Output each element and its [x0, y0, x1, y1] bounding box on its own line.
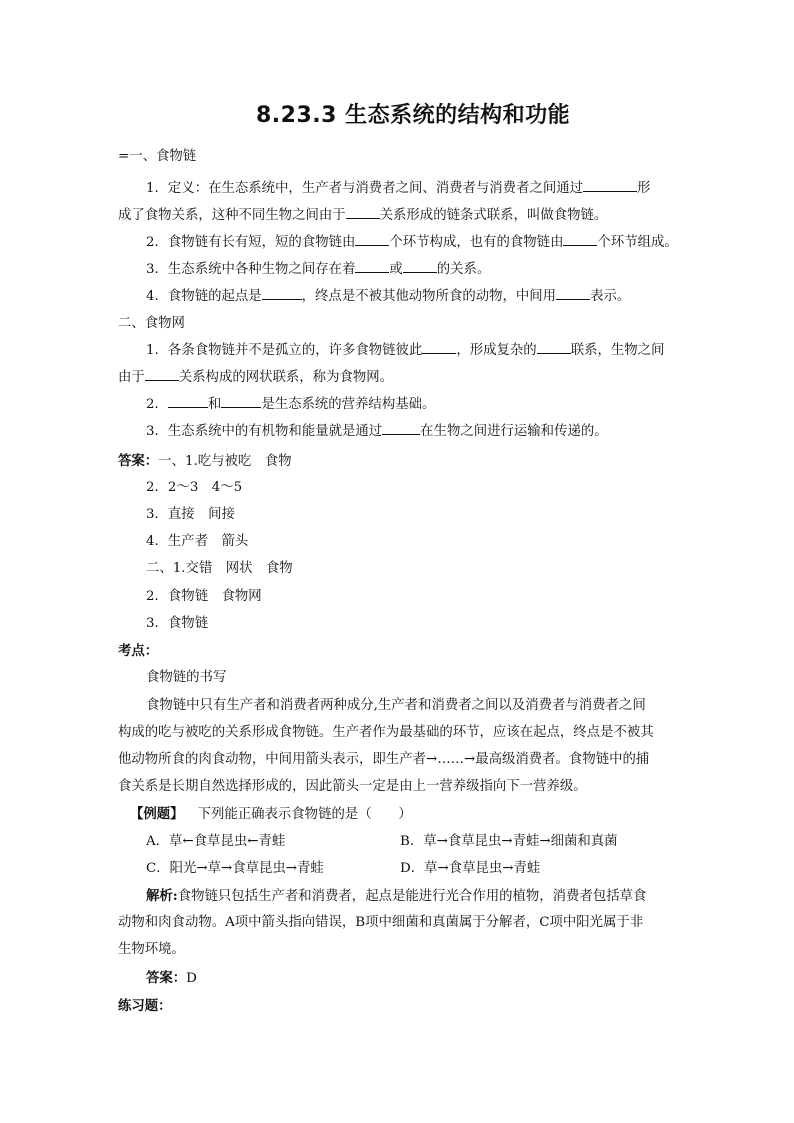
section-heading-food-chain: =一、食物链: [118, 149, 197, 164]
question-2: [146, 233, 678, 253]
web-question-3: [146, 422, 608, 442]
analysis-line: 生物环境。: [118, 942, 185, 957]
example-answer-value: D: [186, 971, 197, 986]
question-text: 由于: [118, 370, 145, 385]
analysis-text: 食物链只包括生产者和消费者，起点是能进行光合作用的植物，消费者包括草食: [177, 889, 647, 904]
kaodian-paragraph-line: 食关系是长期自然选择形成的，因此箭头一定是由上一营养级指向下一营养级。: [118, 779, 587, 794]
question-text: ，形成复杂的: [456, 343, 537, 358]
kaodian-paragraph-line: 他动物所食的肉食动物，中间用箭头表示，即生产者→……→最高级消费者。食物链中的捕: [118, 752, 650, 767]
option-c: C．阳光→草→食草昆虫→青蛙: [146, 861, 324, 876]
question-text: 表示。: [590, 289, 631, 304]
kaodian-subtitle: 食物链的书写: [146, 670, 227, 685]
question-text: 是生态系统的营养结构基础。: [261, 397, 436, 412]
question-text: 2．食物链有长有短，短的食物链由: [146, 235, 356, 250]
answer-blank: [382, 422, 420, 435]
answer-blank: [537, 341, 571, 354]
answer-blank: [221, 395, 261, 408]
question-text: 或: [389, 262, 403, 277]
answer-blank: [262, 287, 302, 300]
answer-line: 二、1.交错 网状 食物: [146, 561, 293, 576]
question-3: [146, 260, 490, 280]
answers-first-line: [118, 451, 291, 472]
answer-line: 2．2～3 4～5: [146, 480, 243, 495]
web-question-2: [146, 395, 435, 415]
example-question-text: 下列能正确表示食物链的是（ ）: [197, 807, 412, 822]
practice-label: 练习题：: [118, 998, 172, 1014]
answer-blank: [145, 368, 179, 381]
question-text: 4．食物链的起点是: [146, 289, 262, 304]
option-a: A．草←食草昆虫←青蛙: [146, 834, 286, 849]
question-text: 和: [207, 397, 222, 412]
question-text: 的关系。: [436, 262, 491, 277]
answer-blank: [556, 287, 590, 300]
answer-text: 一、1.吃与被吃 食物: [158, 454, 292, 469]
question-text: 形: [637, 181, 651, 196]
answer-line: 4．生产者 箭头: [146, 534, 249, 549]
example-options-row-1: [146, 832, 285, 852]
answer-blank: [346, 206, 380, 219]
question-text: 关系构成的网状联系，称为食物网。: [178, 370, 394, 385]
answer-blank: [563, 233, 597, 246]
question-4: [146, 287, 630, 307]
question-text: 个环节组成。: [597, 235, 678, 250]
question-text: 2．: [146, 397, 168, 412]
answer-line: 3．食物链: [146, 616, 209, 631]
answer-blank: [583, 179, 637, 192]
web-question-1-line-1: [146, 341, 664, 361]
question-text: ，终点是不被其他动物所食的动物，中间用: [301, 289, 557, 304]
example-tag: 【例题】: [130, 806, 184, 822]
question-text: 1．定义：在生态系统中，生产者与消费者之间、消费者与消费者之间通过: [146, 181, 584, 196]
question-1-line-2: [118, 206, 607, 226]
question-text: 在生物之间进行运输和传递的。: [420, 424, 608, 439]
question-text: 关系形成的链条式联系，叫做食物链。: [379, 208, 608, 223]
question-text: 3．生态系统中各种生物之间存在着: [146, 262, 356, 277]
option-d: D．草→食草昆虫→青蛙: [400, 861, 541, 876]
option-b: B．草→食草昆虫→青蛙→细菌和真菌: [400, 834, 618, 849]
kaodian-paragraph-line: 构成的吃与被吃的关系形成食物链。生产者作为最基础的环节，应该在起点，终点是不被其: [118, 725, 654, 740]
answer-blank: [355, 260, 389, 273]
page-title: 8.23.3 生态系统的结构和功能: [256, 103, 571, 128]
kaodian-paragraph-line: 食物链中只有生产者和消费者两种成分,生产者和消费者之间以及消费者与消费者之间: [146, 698, 646, 713]
analysis-label: 解析:: [146, 888, 178, 904]
question-text: 联系，生物之间: [570, 343, 665, 358]
kaodian-label: 考点：: [118, 643, 159, 659]
question-1-line-1: [146, 179, 650, 199]
answer-line: 3．直接 间接: [146, 507, 235, 522]
question-text: 3．生态系统中的有机物和能量就是通过: [146, 424, 383, 439]
example-answer-label: 答案：: [146, 970, 187, 986]
question-text: 1．各条食物链并不是孤立的，许多食物链彼此: [146, 343, 423, 358]
answers-label: 答案：: [118, 453, 159, 469]
analysis-line-1: [146, 886, 646, 907]
answer-line: 2．食物链 食物网: [146, 589, 262, 604]
web-question-1-line-2: [118, 368, 393, 388]
answer-blank: [355, 233, 389, 246]
analysis-line: 动物和肉食动物。A项中箭头指向错误，B项中细菌和真菌属于分解者，C项中阳光属于非: [118, 915, 644, 930]
example-options-row-2: [146, 859, 324, 879]
answer-blank: [168, 395, 208, 408]
question-text: 个环节构成，也有的食物链由: [389, 235, 564, 250]
example-question: [130, 804, 412, 825]
example-answer: [146, 968, 197, 989]
section-heading-food-web: 二、食物网: [118, 316, 185, 331]
answer-blank: [422, 341, 456, 354]
question-text: 成了食物关系，这种不同生物之间由于: [118, 208, 346, 223]
answer-blank: [403, 260, 437, 273]
